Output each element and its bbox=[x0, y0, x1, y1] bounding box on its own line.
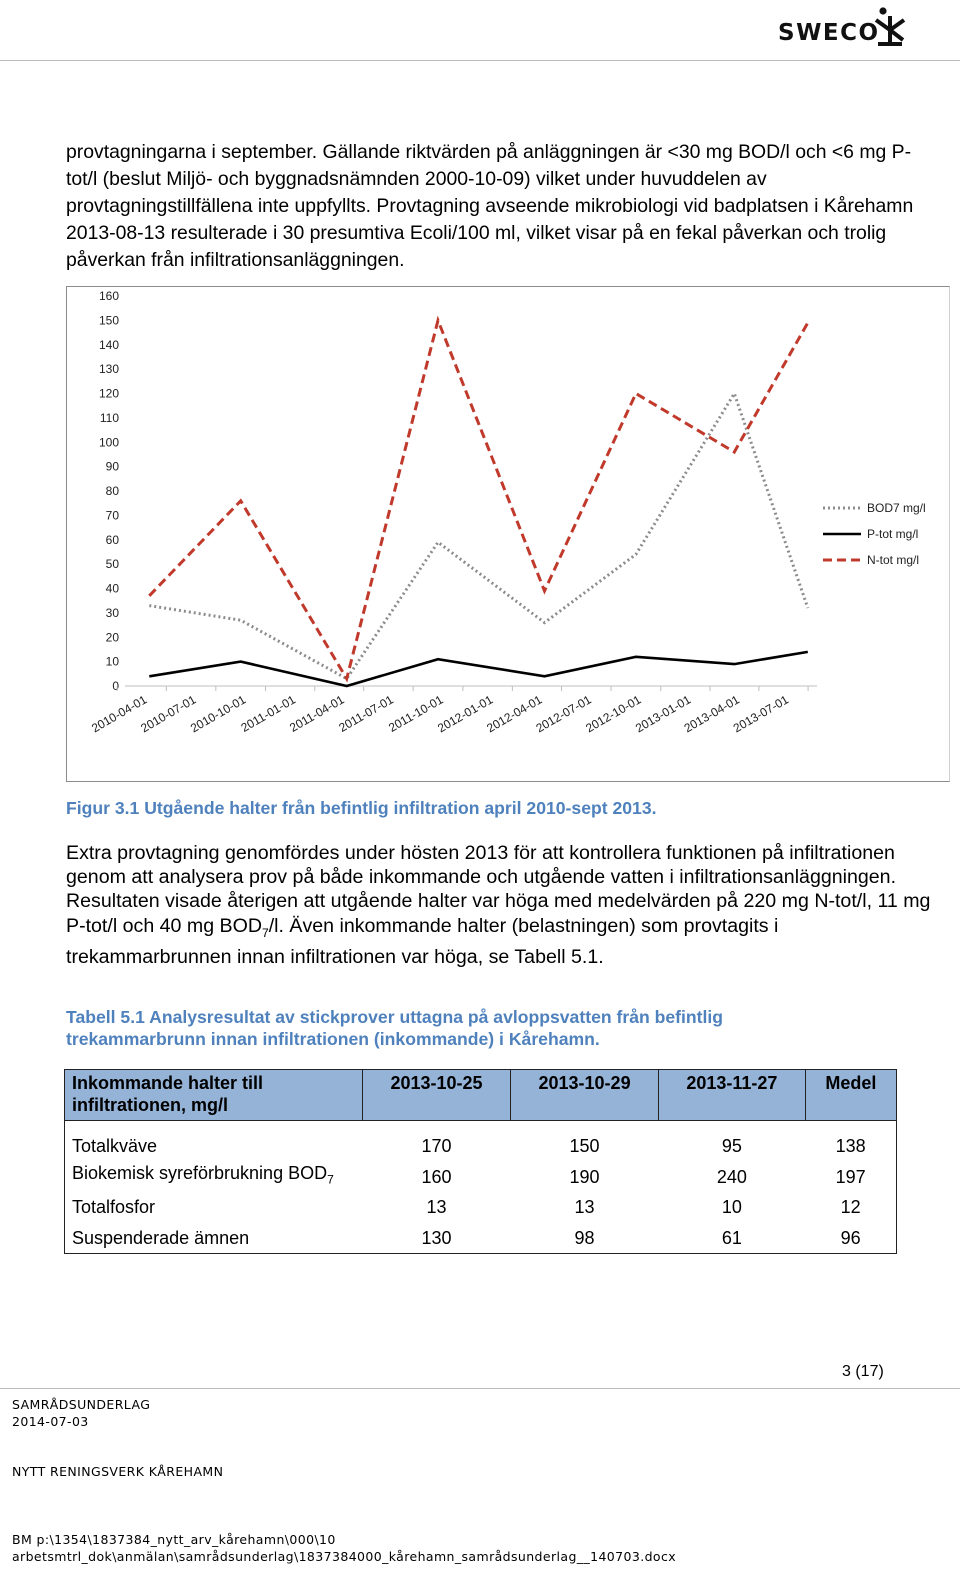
table-cell: 150 bbox=[569, 1136, 600, 1157]
table-cell: 197 bbox=[835, 1166, 866, 1187]
data-point-bod7-mg-l bbox=[807, 607, 809, 609]
footer-date: 2014-07-03 bbox=[12, 1414, 89, 1429]
data-point-p-tot-mg-l bbox=[733, 663, 735, 665]
data-point-bod7-mg-l bbox=[148, 604, 150, 606]
y-tick-label: 0 bbox=[112, 679, 119, 693]
table-row bbox=[65, 1131, 897, 1162]
x-tick-label: 2012-04-01 bbox=[484, 692, 545, 736]
y-tick-label: 100 bbox=[98, 435, 119, 450]
data-point-bod7-mg-l bbox=[635, 553, 637, 555]
table-cell: 13 bbox=[574, 1197, 595, 1218]
row-label: Totalkväve bbox=[72, 1136, 158, 1157]
data-point-n-tot-mg-l bbox=[733, 451, 735, 453]
data-point-bod7-mg-l bbox=[239, 619, 241, 621]
y-tick-label: 30 bbox=[105, 605, 119, 620]
x-tick-label: 2012-07-01 bbox=[533, 692, 594, 736]
table-row bbox=[65, 1192, 897, 1223]
intro-paragraph: provtagningarna i september. Gällande riktvärden på anläggningen är <30 mg BOD/l och <6 mg P-tot/l (beslut Miljö- och byggnadsnämnden 2000-10-09) vilket under huvuddelen av provtagningstillfällena inte uppfyllts. Provtagning avseende mikrobiologi vid badplatsen i Kårehamn 2013-08-13 resulterade i 30 presumtiva Ecoli/100 ml, vilket visar på en fekal påverkan och trolig påverkan från infiltrationsanläggningen. bbox=[66, 141, 914, 271]
sweco-figure-icon bbox=[873, 6, 907, 46]
data-point-p-tot-mg-l bbox=[239, 660, 241, 662]
y-tick-label: 130 bbox=[98, 362, 119, 377]
y-tick-label: 120 bbox=[98, 386, 119, 401]
data-point-p-tot-mg-l bbox=[543, 675, 545, 677]
body-text-part-1: Extra provtagning genomfördes under hösten 2013 för att kontrollera funktionen på infiltrationen genom att analysera prov på både inkommande och utgående vatten i infiltrationsanläggningen. Resultaten visade återigen att utgående halter var höga med medelvärden på 220 mg N-tot/l, 11 mg P-tot/l och 40 mg BOD bbox=[66, 842, 931, 937]
y-tick-label: 10 bbox=[105, 654, 119, 669]
y-tick-label: 50 bbox=[105, 557, 119, 572]
x-tick-label: 2013-01-01 bbox=[632, 692, 694, 736]
table-header-date-2: 2013-10-29 bbox=[511, 1070, 659, 1121]
table-cell: 190 bbox=[569, 1166, 600, 1187]
footer-path-line-2: arbetsmtrl_dok\anmälan\samrådsunderlag\1837384000_kårehamn_samrådsunderlag__140703.docx bbox=[12, 1549, 677, 1564]
table-cell: 61 bbox=[721, 1227, 742, 1248]
x-tick-label: 2010-07-01 bbox=[138, 692, 199, 736]
legend-label-n-tot-mg-l: N-tot mg/l bbox=[867, 553, 920, 567]
page-number: 3 (17) bbox=[842, 1363, 884, 1380]
y-tick-label: 90 bbox=[105, 459, 119, 474]
y-tick-label: 20 bbox=[105, 630, 119, 645]
table-row bbox=[65, 1223, 897, 1254]
table-header-date-3: 2013-11-27 bbox=[659, 1070, 806, 1121]
data-point-n-tot-mg-l bbox=[345, 677, 347, 679]
data-point-n-tot-mg-l bbox=[543, 590, 545, 592]
row-label-subscript: 7 bbox=[327, 1173, 334, 1188]
table-cell: 138 bbox=[835, 1136, 866, 1157]
series-line-p-tot-mg-l bbox=[149, 652, 808, 686]
row-label-text: Biokemisk syreförbrukning BOD bbox=[72, 1163, 328, 1184]
data-point-bod7-mg-l bbox=[733, 392, 735, 394]
y-tick-label: 110 bbox=[99, 410, 119, 425]
table-header-row bbox=[65, 1070, 897, 1121]
y-tick-label: 150 bbox=[98, 313, 119, 328]
table-cell: 95 bbox=[721, 1136, 742, 1157]
legend-label-p-tot-mg-l: P-tot mg/l bbox=[867, 527, 919, 541]
data-point-p-tot-mg-l bbox=[807, 651, 809, 653]
table-cell: 170 bbox=[421, 1136, 452, 1157]
footer-path-line-1: BM p:\1354\1837384_nytt_arv_kårehamn\000\10 bbox=[12, 1532, 336, 1547]
x-tick-label: 2012-01-01 bbox=[435, 692, 496, 736]
table-caption: Tabell 5.1 Analysresultat av stickprover uttagna på avloppsvatten från befintlig trekammarbrunn innan infiltrationen (inkommande) i Kårehamn. bbox=[66, 1007, 724, 1049]
table-row bbox=[65, 1162, 897, 1193]
table-cell: 10 bbox=[721, 1197, 742, 1218]
data-point-bod7-mg-l bbox=[437, 541, 439, 543]
x-tick-label: 2011-01-01 bbox=[238, 692, 298, 735]
line-chart bbox=[66, 286, 950, 782]
table-cell: 13 bbox=[426, 1197, 447, 1218]
sweco-logo bbox=[778, 6, 908, 50]
table-spacer-row bbox=[65, 1121, 897, 1132]
table-body bbox=[65, 1121, 897, 1254]
x-tick-label: 2011-04-01 bbox=[287, 692, 347, 735]
data-point-n-tot-mg-l bbox=[148, 595, 150, 597]
series-line-bod7-mg-l bbox=[149, 394, 808, 679]
footer-doc-type: SAMRÅDSUNDERLAG bbox=[12, 1397, 151, 1412]
x-tick-label: 2013-04-01 bbox=[681, 692, 742, 736]
table-cell: 160 bbox=[421, 1166, 452, 1187]
table-header-label: Inkommande halter till infiltrationen, mg/l bbox=[65, 1070, 363, 1121]
footer-divider bbox=[0, 1388, 960, 1389]
chart-svg bbox=[67, 287, 949, 781]
y-tick-label: 60 bbox=[105, 532, 119, 547]
x-tick-label: 2010-10-01 bbox=[188, 692, 249, 736]
data-point-bod7-mg-l bbox=[543, 621, 545, 623]
data-point-p-tot-mg-l bbox=[345, 685, 347, 687]
row-label: Suspenderade ämnen bbox=[72, 1227, 250, 1248]
bod-subscript: 7 bbox=[262, 925, 269, 940]
table-cell: 96 bbox=[840, 1227, 861, 1248]
y-tick-label: 80 bbox=[105, 484, 119, 498]
body-text-part-2: /l. Även inkommande halter (belastningen) som provtagits i trekammarbrunnen innan infiltrationen var höga, se Tabell 5.1. bbox=[66, 914, 779, 968]
table-cell: 12 bbox=[840, 1197, 861, 1218]
x-tick-label: 2013-07-01 bbox=[730, 692, 791, 736]
logo-text: SWECO bbox=[778, 20, 880, 46]
y-tick-label: 40 bbox=[105, 581, 119, 596]
y-tick-label: 160 bbox=[98, 289, 119, 303]
table-cell: 98 bbox=[574, 1227, 595, 1248]
legend-label-bod7-mg-l: BOD7 mg/l bbox=[867, 501, 926, 515]
figure-caption: Figur 3.1 Utgående halter från befintlig infiltration april 2010-sept 2013. bbox=[66, 798, 657, 818]
table-header-date-1: 2013-10-25 bbox=[363, 1070, 511, 1121]
table-cell: 240 bbox=[716, 1166, 747, 1187]
data-point-n-tot-mg-l bbox=[635, 392, 637, 394]
row-label: Totalfosfor bbox=[72, 1197, 156, 1218]
footer-project: NYTT RENINGSVERK KÅREHAMN bbox=[12, 1464, 224, 1479]
body-paragraph bbox=[66, 841, 936, 969]
row-label bbox=[65, 1162, 363, 1193]
x-tick-label: 2010-04-01 bbox=[89, 692, 150, 736]
x-tick-label: 2011-07-01 bbox=[336, 692, 396, 735]
data-point-p-tot-mg-l bbox=[148, 675, 150, 677]
data-point-n-tot-mg-l bbox=[807, 322, 809, 324]
y-tick-label: 70 bbox=[105, 508, 119, 523]
table-header-mean: Medel bbox=[805, 1070, 896, 1121]
data-point-p-tot-mg-l bbox=[437, 658, 439, 660]
x-tick-label: 2011-10-01 bbox=[386, 692, 446, 735]
x-tick-label: 2012-10-01 bbox=[583, 692, 644, 736]
table-cell: 130 bbox=[421, 1227, 452, 1248]
y-tick-label: 140 bbox=[98, 337, 119, 352]
header-divider bbox=[0, 60, 960, 61]
data-point-n-tot-mg-l bbox=[239, 500, 241, 502]
data-point-n-tot-mg-l bbox=[437, 319, 439, 321]
analysis-table bbox=[64, 1069, 897, 1254]
data-point-p-tot-mg-l bbox=[635, 656, 637, 658]
